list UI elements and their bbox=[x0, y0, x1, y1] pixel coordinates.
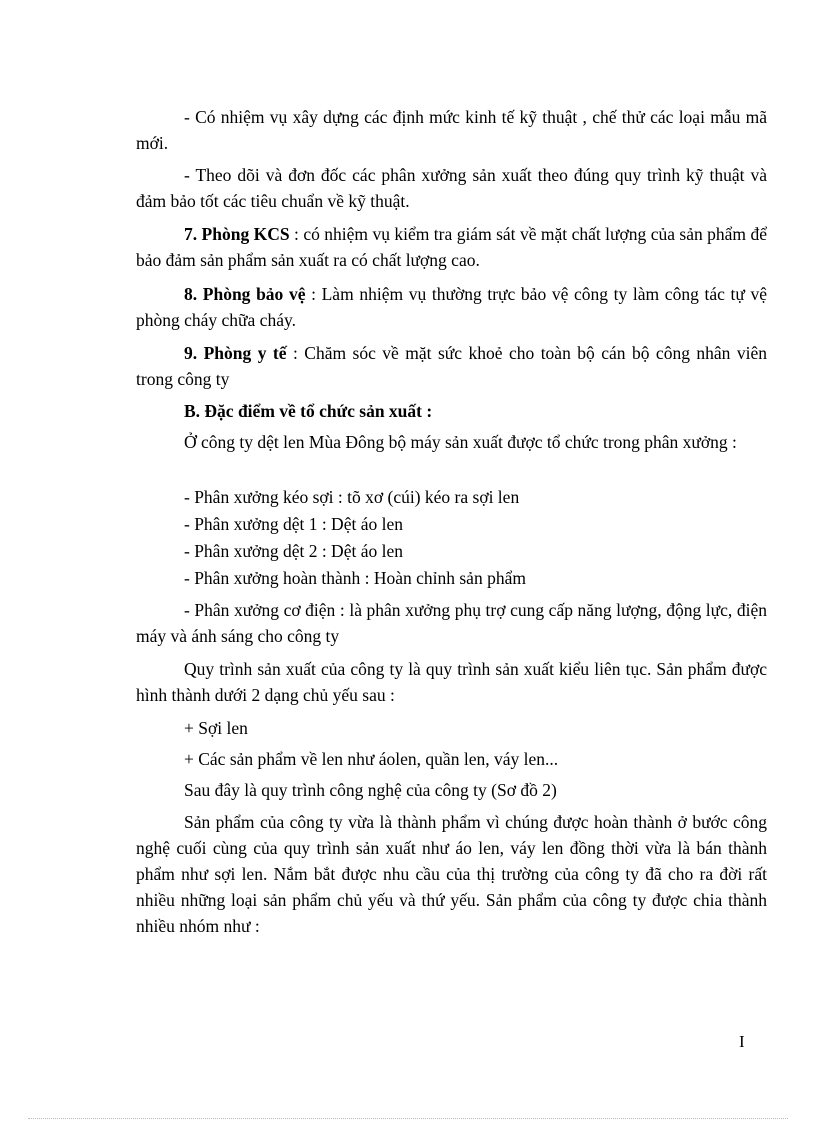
paragraph-text: : có nhiệm vụ kiểm tra giám sát về mặt chất lượng của sản phẩm để bảo đảm sản phẩm sản xuất ra có chất lượng cao. bbox=[136, 224, 767, 270]
paragraph-text: - Phân xưởng cơ điện : là phân xưởng phụ trợ cung cấp năng lượng, động lực, điện máy và ánh sáng cho công ty bbox=[136, 600, 767, 646]
page-number: I bbox=[739, 1032, 745, 1051]
paragraph-task-2 bbox=[136, 162, 767, 214]
section-label: 9. Phòng y tế bbox=[184, 343, 287, 363]
section-label: 7. Phòng KCS bbox=[184, 224, 290, 244]
list-item: - Phân xưởng kéo sợi : tõ xơ (cúi) kéo ra sợi len bbox=[184, 487, 520, 507]
list-item: - Phân xưởng dệt 1 : Dệt áo len bbox=[184, 514, 403, 534]
heading-text: B. Đặc điểm về tổ chức sản xuất : bbox=[184, 401, 433, 421]
list-item: - Phân xưởng hoàn thành : Hoàn chỉnh sản phẩm bbox=[184, 568, 526, 588]
list-item-plus: + Sợi len bbox=[184, 718, 248, 738]
paragraph-process bbox=[136, 656, 767, 708]
paragraph-text: Quy trình sản xuất của công ty là quy trình sản xuất kiểu liên tục. Sản phẩm được hình thành dưới 2 dạng chủ yếu sau : bbox=[136, 659, 767, 705]
paragraph-text: Ở công ty dệt len Mùa Đông bộ máy sản xuất được tổ chức trong phân xưởng : bbox=[184, 432, 737, 452]
paragraph-security bbox=[136, 281, 767, 333]
section-heading-b bbox=[184, 398, 432, 424]
footer-divider bbox=[28, 1118, 788, 1119]
paragraph-electrical bbox=[136, 597, 767, 649]
paragraph-text: - Có nhiệm vụ xây dựng các định mức kinh tế kỹ thuật , chế thử các loại mẫu mã mới. bbox=[136, 107, 767, 153]
paragraph-kcs bbox=[136, 221, 767, 273]
list-item: - Phân xưởng dệt 2 : Dệt áo len bbox=[184, 541, 403, 561]
paragraph-diagram-ref: Sau đây là quy trình công nghệ của công ty (Sơ đồ 2) bbox=[184, 780, 557, 800]
paragraph-text: Sản phẩm của công ty vừa là thành phẩm vì chúng được hoàn thành ở bước công nghệ cuối cùng của quy trình sản xuất như áo len, váy len đồng thời vừa là bán thành phẩm như sợi len. Nắm bắt được nhu cầu của thị trường của công ty đã cho ra đời rất nhiều những loại sản phẩm chủ yếu và thứ yếu. Sản phẩm của công ty được chia thành nhiều nhóm như : bbox=[136, 812, 767, 936]
section-label: 8. Phòng bảo vệ bbox=[184, 284, 306, 304]
paragraph-text: - Theo dõi và đơn đốc các phân xưởng sản xuất theo đúng quy trình kỹ thuật và đảm bảo tốt các tiêu chuẩn về kỹ thuật. bbox=[136, 165, 767, 211]
paragraph-organization bbox=[136, 429, 767, 455]
paragraph-products bbox=[136, 809, 767, 939]
paragraph-text: : Chăm sóc về mặt sức khoẻ cho toàn bộ cán bộ công nhân viên trong công ty bbox=[136, 343, 767, 389]
paragraph-text: : Làm nhiệm vụ thường trực bảo vệ công ty làm công tác tự vệ phòng cháy chữa cháy. bbox=[136, 284, 768, 330]
paragraph-medical bbox=[136, 340, 767, 392]
paragraph-task-1 bbox=[136, 104, 767, 156]
list-item-plus: + Các sản phẩm về len như áolen, quần len, váy len... bbox=[184, 749, 559, 769]
